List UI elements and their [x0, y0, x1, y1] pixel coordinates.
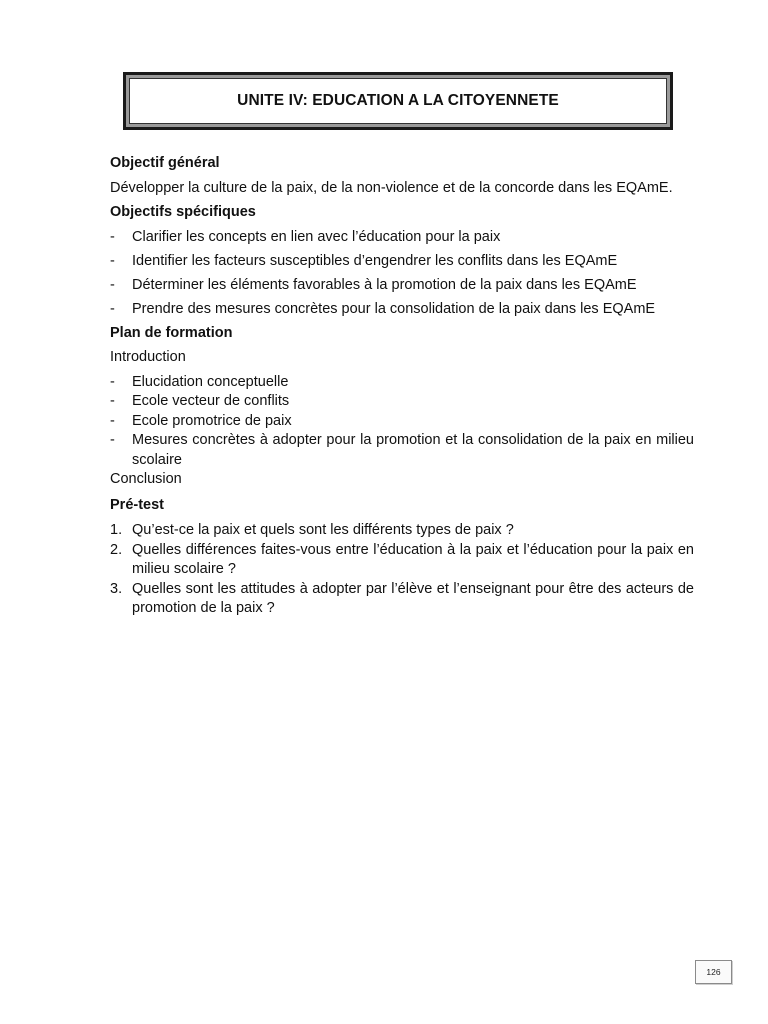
list-item: - Prendre des mesures concrètes pour la consolidation de la paix dans les EQAmE — [110, 300, 656, 317]
list-item: - Elucidation conceptuelle — [110, 373, 289, 390]
list-item: - Clarifier les concepts en lien avec l’éducation pour la paix — [110, 228, 501, 245]
list-item: - Mesures concrètes à adopter pour la promotion et la consolidation de la paix en milieu scolaire — [110, 432, 694, 468]
objectifs-specifiques-heading: Objectifs spécifiques — [110, 204, 256, 220]
plan-conclusion: Conclusion — [110, 471, 182, 487]
plan-introduction: Introduction — [110, 349, 186, 365]
list-item: 2. Quelles différences faites-vous entre l’éducation à la paix et l’éducation pour la paix en milieu scolaire ? — [110, 541, 694, 577]
document-body — [110, 154, 694, 619]
plan-heading: Plan de formation — [110, 324, 233, 341]
objectif-general-heading: Objectif général — [110, 155, 220, 171]
page-number: 126 — [695, 960, 732, 984]
title-frame — [123, 72, 673, 130]
list-item: 3. Quelles sont les attitudes à adopter par l’élève et l’enseignant pour être des acteurs de promotion de la paix ? — [110, 580, 694, 616]
unit-title: UNITE IV: EDUCATION A LA CITOYENNETE — [129, 78, 667, 124]
objectifs-specifiques-list — [110, 228, 694, 320]
list-item: - Déterminer les éléments favorables à la promotion de la paix dans les EQAmE — [110, 276, 637, 293]
list-item: - Ecole vecteur de conflits — [110, 393, 290, 409]
pretest-heading: Pré-test — [110, 496, 164, 513]
plan-list — [110, 373, 694, 471]
pretest-list — [110, 521, 694, 619]
title-frame-inner — [126, 75, 670, 127]
objectif-general-text: Développer la culture de la paix, de la non-violence et de la concorde dans les EQAmE. — [110, 179, 673, 196]
list-item: - Identifier les facteurs susceptibles d’engendrer les conflits dans les EQAmE — [110, 252, 618, 269]
list-item: - Ecole promotrice de paix — [110, 412, 292, 429]
list-item: 1. Qu’est-ce la paix et quels sont les différents types de paix ? — [110, 522, 514, 538]
